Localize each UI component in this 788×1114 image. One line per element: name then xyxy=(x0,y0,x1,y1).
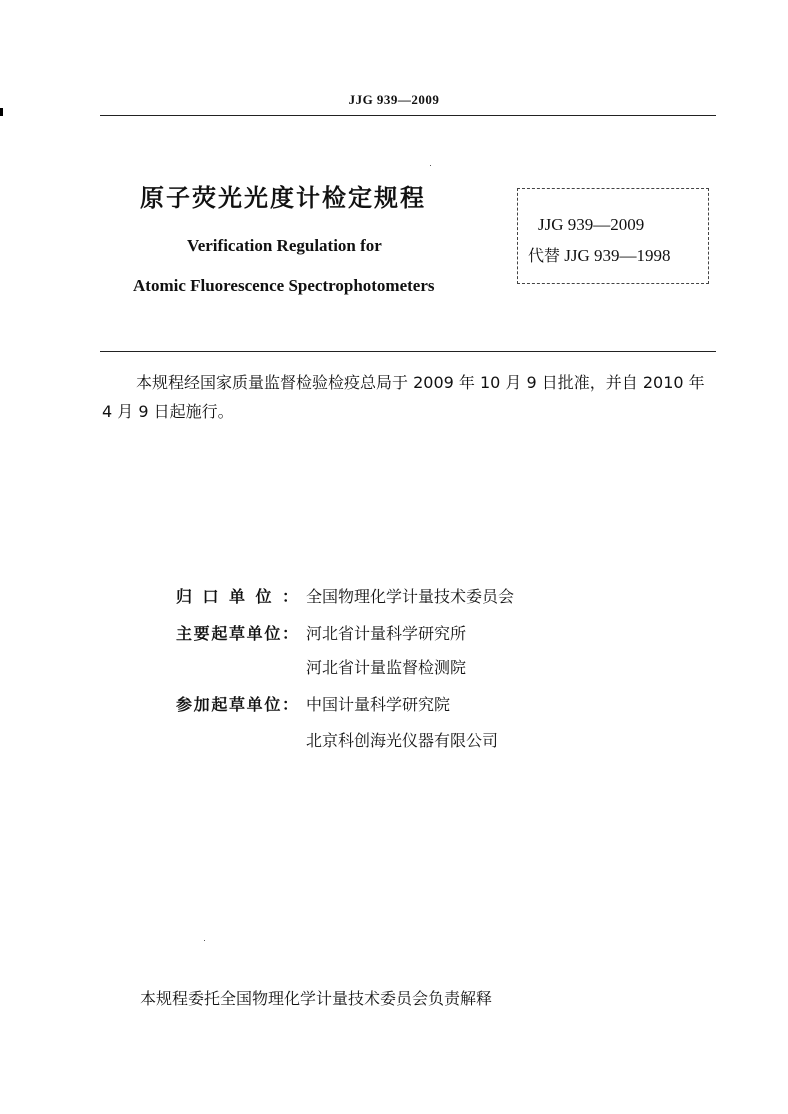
org-value: 全国物理化学计量技术委员会 xyxy=(306,587,515,606)
document-title-en-line1: Verification Regulation for xyxy=(187,236,382,255)
org-label: 归口单位： xyxy=(176,587,298,606)
scan-speck xyxy=(204,940,205,941)
replaced-standard xyxy=(528,243,671,266)
current-standard-code: JJG 939—2009 xyxy=(538,215,645,234)
org-label: 主要起草单位： xyxy=(176,624,298,643)
org-row-participating-drafters xyxy=(0,692,788,752)
org-value: 中国计量科学研究院 xyxy=(306,695,451,714)
org-value: 河北省计量监督检测院 xyxy=(306,658,467,677)
replaced-standard-code: JJG 939—1998 xyxy=(564,246,671,265)
approval-statement: 本规程经国家质量监督检验检疫总局于 2009 年 10 月 9 日批准，并自 2010 年 4 月 9 日起施行。 xyxy=(102,373,705,421)
header-rule xyxy=(100,115,716,116)
org-row-responsible xyxy=(0,584,788,608)
standard-code-box xyxy=(517,188,709,284)
title-section-rule xyxy=(100,351,716,352)
org-value: 北京科创海光仪器有限公司 xyxy=(306,731,499,750)
org-label: 参加起草单位： xyxy=(176,695,298,714)
document-title-en-line2: Atomic Fluorescence Spectrophotometers xyxy=(133,276,435,295)
org-value: 河北省计量科学研究所 xyxy=(306,624,467,643)
document-title-cn: 原子荧光光度计检定规程 xyxy=(140,184,426,212)
org-row-main-drafters xyxy=(0,621,788,681)
standard-code-header: JJG 939—2009 xyxy=(348,92,440,107)
scan-speck xyxy=(0,108,3,116)
replaces-prefix: 代替 xyxy=(528,246,561,265)
interpretation-note: 本规程委托全国物理化学计量技术委员会负责解释 xyxy=(140,989,493,1008)
scan-speck xyxy=(430,165,431,166)
